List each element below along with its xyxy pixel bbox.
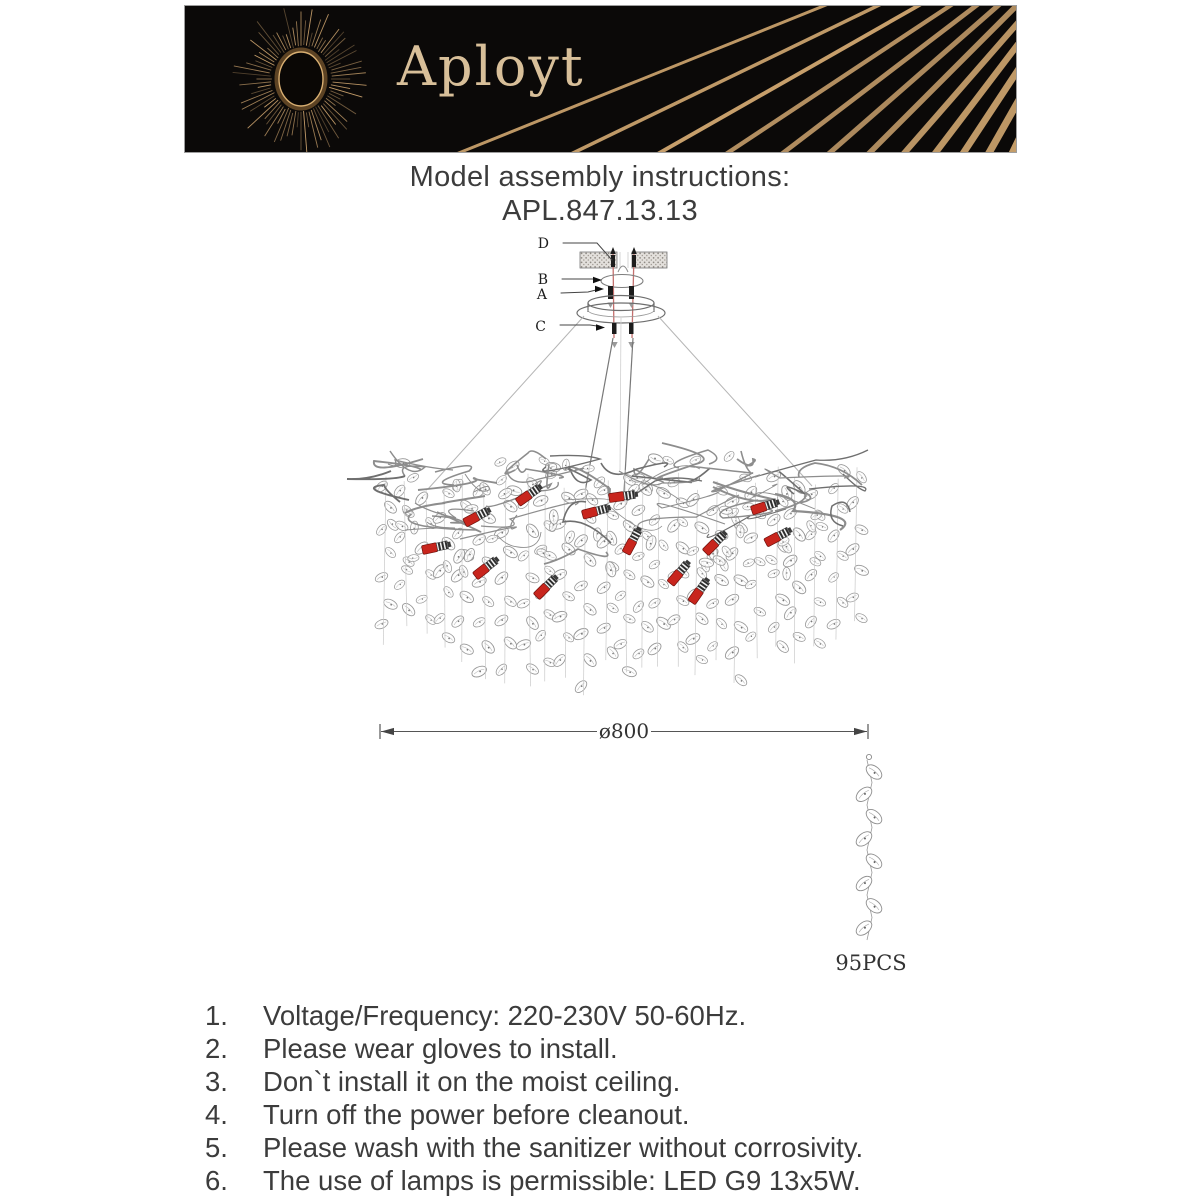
mounting-bracket — [601, 275, 643, 288]
item-number: 3. — [205, 1066, 228, 1097]
instruction-item-3 — [205, 1065, 863, 1098]
part-label-c: C — [535, 319, 546, 335]
diameter-label: ø800 — [598, 719, 650, 743]
instruction-item-6 — [205, 1164, 863, 1197]
model-number: APL.847.13.13 — [502, 195, 698, 227]
strand-count-label: 95PCS — [835, 951, 907, 975]
item-text: Turn off the power before cleanout. — [263, 1099, 690, 1130]
dimension-line — [380, 719, 868, 743]
instruction-item-4 — [205, 1098, 863, 1131]
ceiling-mount-diagram — [428, 236, 812, 492]
part-label-d: D — [537, 236, 549, 252]
chandelier-drawing — [347, 443, 870, 695]
brand-name: Aployt — [397, 35, 585, 98]
part-label-a: A — [536, 287, 547, 303]
part-callouts — [535, 236, 612, 335]
item-number: 2. — [205, 1033, 228, 1064]
part-label-b: B — [537, 272, 548, 288]
item-text: Voltage/Frequency: 220-230V 50-60Hz. — [263, 1000, 747, 1031]
item-number: 1. — [205, 1000, 228, 1031]
instruction-item-2 — [205, 1032, 863, 1065]
item-text: Please wear gloves to install. — [263, 1033, 618, 1064]
instruction-item-5 — [205, 1131, 863, 1164]
item-number: 4. — [205, 1099, 228, 1130]
instruction-list — [205, 999, 863, 1197]
suspension-wires — [428, 316, 812, 492]
item-text: Don`t install it on the moist ceiling. — [263, 1066, 681, 1097]
crystal-strand-sample — [854, 754, 885, 940]
instruction-item-1 — [205, 999, 863, 1032]
page-title: Model assembly instructions: — [409, 161, 791, 193]
item-text: Please wash with the sanitizer without corrosivity. — [263, 1132, 864, 1163]
hanging-loop — [618, 266, 628, 272]
item-text: The use of lamps is permissible: LED G9 13x5W. — [263, 1165, 861, 1196]
item-number: 6. — [205, 1165, 228, 1196]
item-number: 5. — [205, 1132, 228, 1163]
